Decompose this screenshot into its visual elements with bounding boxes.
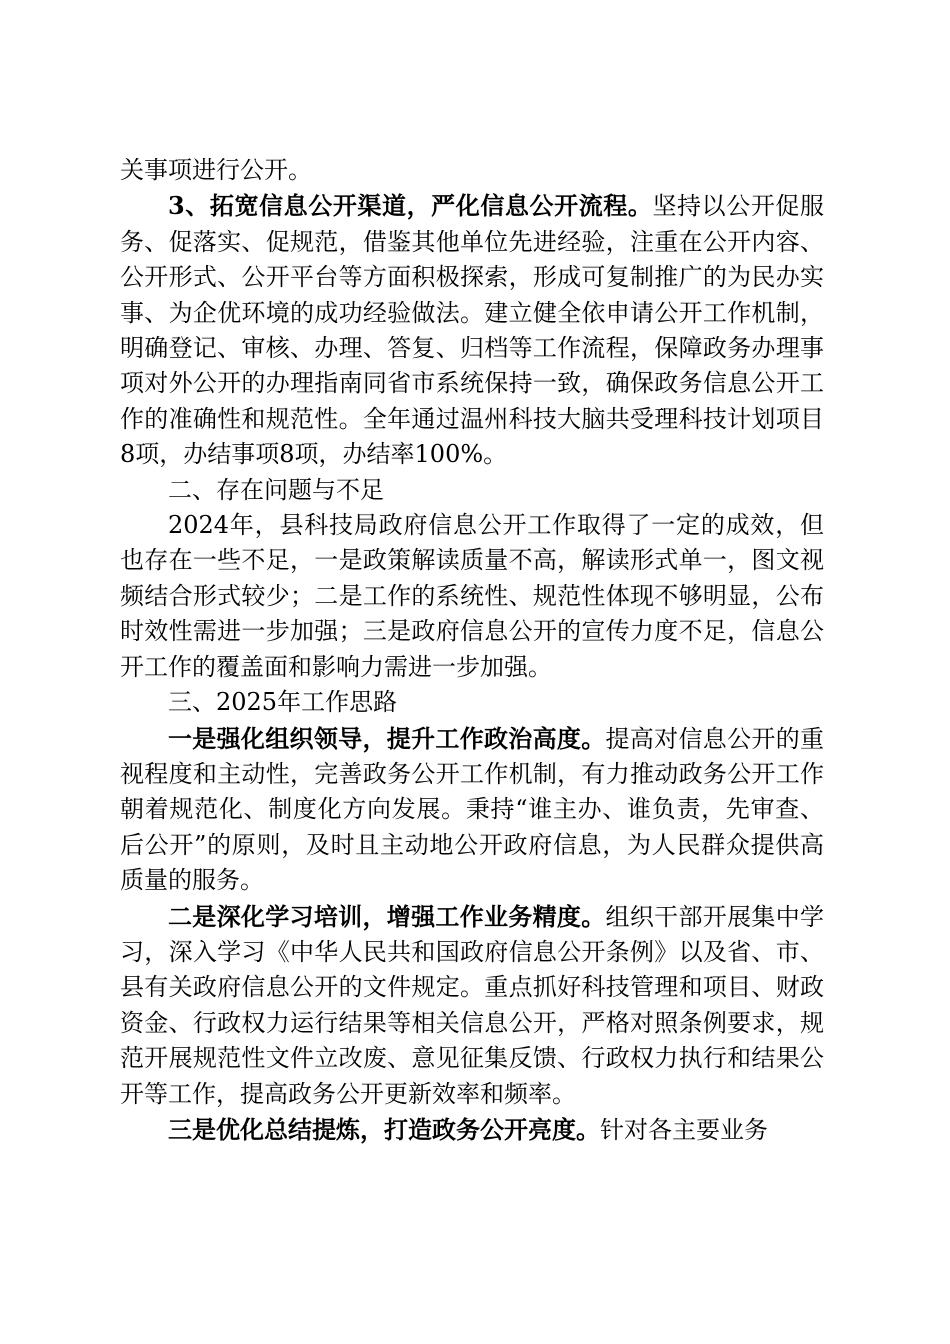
section-heading-text: 三、2025年工作思路 <box>168 688 398 717</box>
body-text <box>120 153 824 1148</box>
section-heading-problems <box>120 473 824 508</box>
paragraph-heading: 一是强化组织领导，提升工作政治高度。 <box>168 723 606 753</box>
paragraph-heading: 二是深化学习培训，增强工作业务精度。 <box>168 901 606 931</box>
paragraph-text: 提高对信息公开的重视程度和主动性，完善政务公开工作机制，有力推动政务公开工作朝着规范化、制度化方向发展。秉持“谁主办、谁负责，先审查、后公开”的原则，及时且主动地公开政府信息，为人民群众提供高质量的服务。 <box>120 724 825 895</box>
paragraph-plan-3 <box>120 1112 824 1148</box>
paragraph-problems <box>120 508 824 685</box>
paragraph-plan-2 <box>120 899 824 1112</box>
paragraph-continuation <box>120 153 824 188</box>
paragraph-heading: 3、拓宽信息公开渠道，严化信息公开流程。 <box>168 191 653 221</box>
section-heading-text: 二、存在问题与不足 <box>168 475 384 504</box>
paragraph-text: 针对各主要业务 <box>600 1115 768 1144</box>
paragraph-text: 2024年，县科技局政府信息公开工作取得了一定的成效，但也存在一些不足，一是政策解读质量不高，解读形式单一，图文视频结合形式较少；二是工作的系统性、规范性体现不够明显，公布时效性需进一步加强；三是政府信息公开的宣传力度不足，信息公开工作的覆盖面和影响力需进一步加强。 <box>120 511 824 681</box>
paragraph-text: 坚持以公开促服务、促落实、促规范，借鉴其他单位先进经验，注重在公开内容、公开形式、公开平台等方面积极探索，形成可复制推广的为民办实事、为企优环境的成功经验做法。建立健全依申请公开工作机制，明确登记、审核、办理、答复、归档等工作流程，保障政务办理事项对外公开的办理指南同省市系统保持一致，确保政务信息公开工作的准确性和规范性。全年通过温州科技大脑共受理科技计划项目8项，办结事项8项，办结率100%。 <box>120 192 824 469</box>
paragraph-text: 组织干部开展集中学习，深入学习《中华人民共和国政府信息公开条例》以及省、市、县有关政府信息公开的文件规定。重点抓好科技管理和项目、财政资金、行政权力运行结果等相关信息公开，严格对照条例要求，规范开展规范性文件立改废、意见征集反馈、行政权力执行和结果公开等工作，提高政务公开更新效率和频率。 <box>120 902 825 1108</box>
paragraph-heading: 三是优化总结提炼，打造政务公开亮度。 <box>168 1114 600 1144</box>
paragraph-text: 关事项进行公开。 <box>120 156 312 184</box>
paragraph-plan-1 <box>120 721 824 899</box>
paragraph-item-3 <box>120 188 824 472</box>
section-heading-plan <box>120 685 824 720</box>
